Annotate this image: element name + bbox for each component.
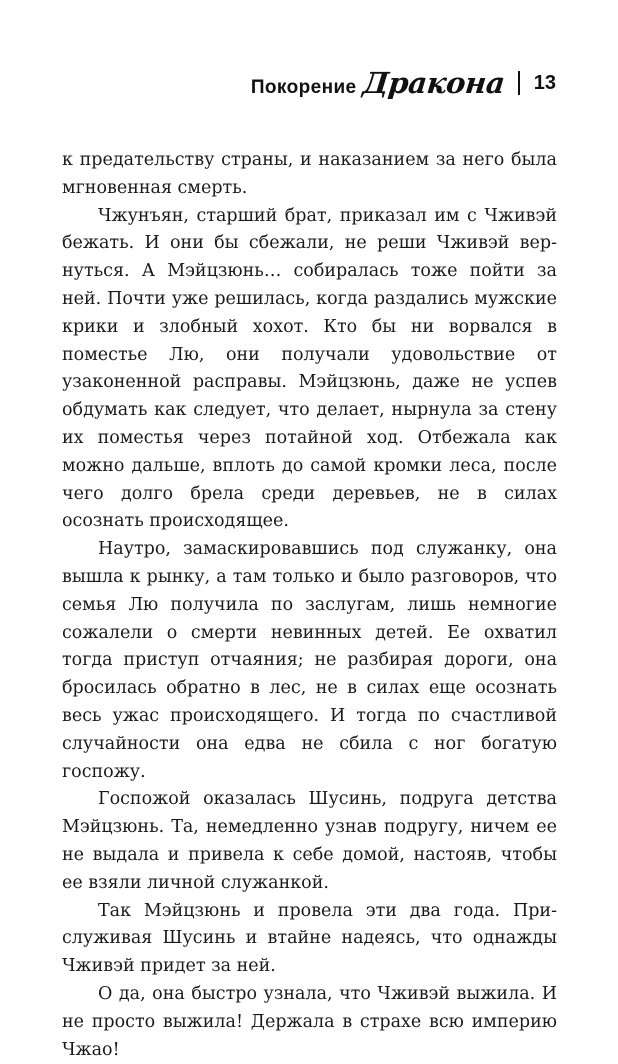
page-number: 13 xyxy=(533,71,556,94)
book-title xyxy=(251,66,504,100)
book-title-word-1: Покорение xyxy=(250,77,357,98)
book-title-word-2: Дракона xyxy=(360,66,506,100)
paragraph-1: к предательству страны, и наказанием за него была мгновенная смерть. xyxy=(62,150,557,198)
paragraph-5: Так Мэйцзюнь и провела эти два года. Прислуживая Шусинь и втайне надеясь, что однажды Чживэй придет за ней. xyxy=(62,900,557,977)
paragraph-6: О да, она быстро узнала, что Чживэй выжила. И не просто выжила! Держала в страхе всю империю Чжао! xyxy=(62,983,557,1060)
body-text xyxy=(62,147,557,1064)
paragraph-2: Чжунъян, старший брат, приказал им с Чживэй бежать. И они бы сбежали, не реши Чживэй вернуться. А Мэйцзюнь… собиралась тоже пойти за ней. Почти уже решилась, когда раздались мужские крики и злобный хохот. Кто бы ни ворвался в поместье Лю, они получали удовольствие от узаконенной расправы. Мэйцзюнь, даже не успев обдумать как следует, что делает, нырнула за стену их поместья через потайной ход. Отбежала как можно дальше, вплоть до самой кромки леса, после чего долго брела среди деревьев, не в силах осознать происходящее. xyxy=(62,205,557,532)
paragraph-3: Наутро, замаскировавшись под служанку, она вышла к рынку, а там только и было разговоров, что семья Лю получила по заслугам, лишь немногие сожалели о смерти невинных детей. Ее охватил тогда приступ отчаяния; не разбирая дороги, она бросилась обратно в лес, не в силах еще осознать весь ужас происходящего. И тогда по счастливой случайности она едва не сбила с ног богатую госпожу. xyxy=(62,539,557,782)
paragraph-4: Госпожой оказалась Шусинь, подруга детства Мэйцзюнь. Та, немедленно узнав подругу, ничем ее не выдала и привела к себе домой, настояв, чтобы ее взяли личной служанкой. xyxy=(62,789,557,893)
header-divider xyxy=(518,71,520,95)
running-head xyxy=(251,66,556,100)
